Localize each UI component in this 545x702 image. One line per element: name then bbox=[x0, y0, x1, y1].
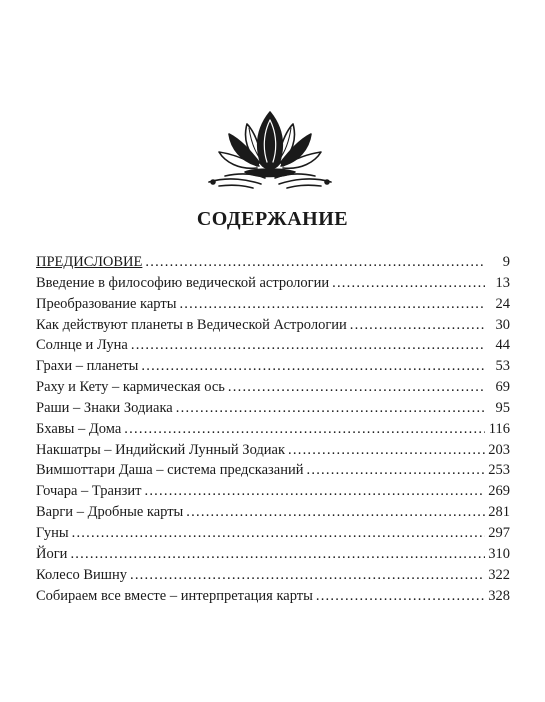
dot-leader bbox=[288, 440, 485, 461]
toc-entry-title: Вимшоттари Даша – система предсказаний bbox=[36, 462, 304, 479]
toc-entry-title: Варги – Дробные карты bbox=[36, 504, 184, 521]
page-title: СОДЕРЖАНИЕ bbox=[196, 208, 349, 230]
dot-leader bbox=[141, 356, 485, 377]
toc-entry-page: 95 bbox=[495, 399, 510, 416]
dot-leader bbox=[130, 565, 485, 586]
toc-entry-title: Гочара – Транзит bbox=[36, 483, 142, 500]
dot-leader bbox=[316, 586, 485, 607]
toc-entry-title: Грахи – планеты bbox=[36, 358, 139, 375]
toc-entry-page: 69 bbox=[495, 379, 510, 396]
dot-leader bbox=[350, 315, 485, 336]
toc-entry[interactable] bbox=[36, 273, 510, 294]
dot-leader bbox=[131, 335, 485, 356]
lotus-icon bbox=[205, 98, 335, 190]
toc-entry-title: Раши – Знаки Зодиака bbox=[36, 399, 173, 416]
toc-entry-title: Введение в философию ведической астрологии bbox=[36, 274, 330, 291]
toc-entry-page: 253 bbox=[488, 462, 510, 479]
toc-entry[interactable] bbox=[36, 481, 510, 502]
toc-entry[interactable] bbox=[36, 398, 510, 419]
dot-leader bbox=[144, 481, 485, 502]
toc-entry-page: 203 bbox=[488, 441, 510, 458]
toc-entry-page: 281 bbox=[488, 504, 510, 521]
toc-entry-title: ПРЕДИСЛОВИЕ bbox=[36, 254, 143, 270]
toc-entry-title: Йоги bbox=[36, 545, 68, 562]
toc-entry[interactable] bbox=[36, 419, 510, 440]
dot-leader bbox=[176, 398, 485, 419]
toc-entry-page: 116 bbox=[488, 420, 510, 437]
table-of-contents bbox=[36, 252, 510, 606]
toc-entry-title: Как действуют планеты в Ведической Астрологии bbox=[36, 316, 347, 333]
dot-leader bbox=[145, 252, 485, 273]
toc-entry-title: Гуны bbox=[36, 524, 69, 541]
toc-entry-page: 310 bbox=[488, 545, 510, 562]
toc-entry-title: Накшатры – Индийский Лунный Зодиак bbox=[36, 441, 286, 458]
toc-entry-title: Бхавы – Дома bbox=[36, 420, 122, 437]
toc-entry[interactable] bbox=[36, 294, 510, 315]
dot-leader bbox=[307, 460, 486, 481]
toc-entry-title: Солнце и Луна bbox=[36, 337, 128, 354]
toc-entry[interactable] bbox=[36, 586, 510, 607]
toc-entry-page: 44 bbox=[495, 337, 510, 354]
toc-entry[interactable] bbox=[36, 377, 510, 398]
toc-entry-page: 9 bbox=[502, 254, 510, 270]
toc-entry[interactable] bbox=[36, 356, 510, 377]
toc-entry[interactable] bbox=[36, 565, 510, 586]
toc-entry-title: Колесо Вишну bbox=[36, 566, 127, 583]
dot-leader bbox=[228, 377, 485, 398]
dot-leader bbox=[179, 294, 485, 315]
toc-entry-page: 328 bbox=[488, 587, 510, 604]
toc-entry[interactable] bbox=[36, 544, 510, 565]
toc-entry[interactable] bbox=[36, 315, 510, 336]
dot-leader bbox=[124, 419, 485, 440]
toc-entry-title: Раху и Кету – кармическая ось bbox=[36, 379, 225, 396]
toc-entry[interactable] bbox=[36, 502, 510, 523]
dot-leader bbox=[332, 273, 485, 294]
toc-entry-page: 30 bbox=[495, 316, 510, 333]
toc-entry-page: 322 bbox=[488, 566, 510, 583]
toc-entry[interactable] bbox=[36, 335, 510, 356]
dot-leader bbox=[186, 502, 485, 523]
dot-leader bbox=[72, 523, 485, 544]
toc-entry[interactable] bbox=[36, 460, 510, 481]
toc-entry[interactable] bbox=[36, 252, 510, 273]
dot-leader bbox=[70, 544, 485, 565]
toc-entry[interactable] bbox=[36, 523, 510, 544]
toc-entry[interactable] bbox=[36, 440, 510, 461]
toc-entry-page: 53 bbox=[495, 358, 510, 375]
toc-entry-page: 13 bbox=[495, 274, 510, 291]
toc-entry-page: 269 bbox=[488, 483, 510, 500]
toc-entry-page: 24 bbox=[495, 295, 510, 312]
toc-entry-title: Собираем все вместе – интерпретация карты bbox=[36, 587, 313, 604]
toc-entry-title: Преобразование карты bbox=[36, 295, 177, 312]
toc-entry-page: 297 bbox=[488, 524, 510, 541]
